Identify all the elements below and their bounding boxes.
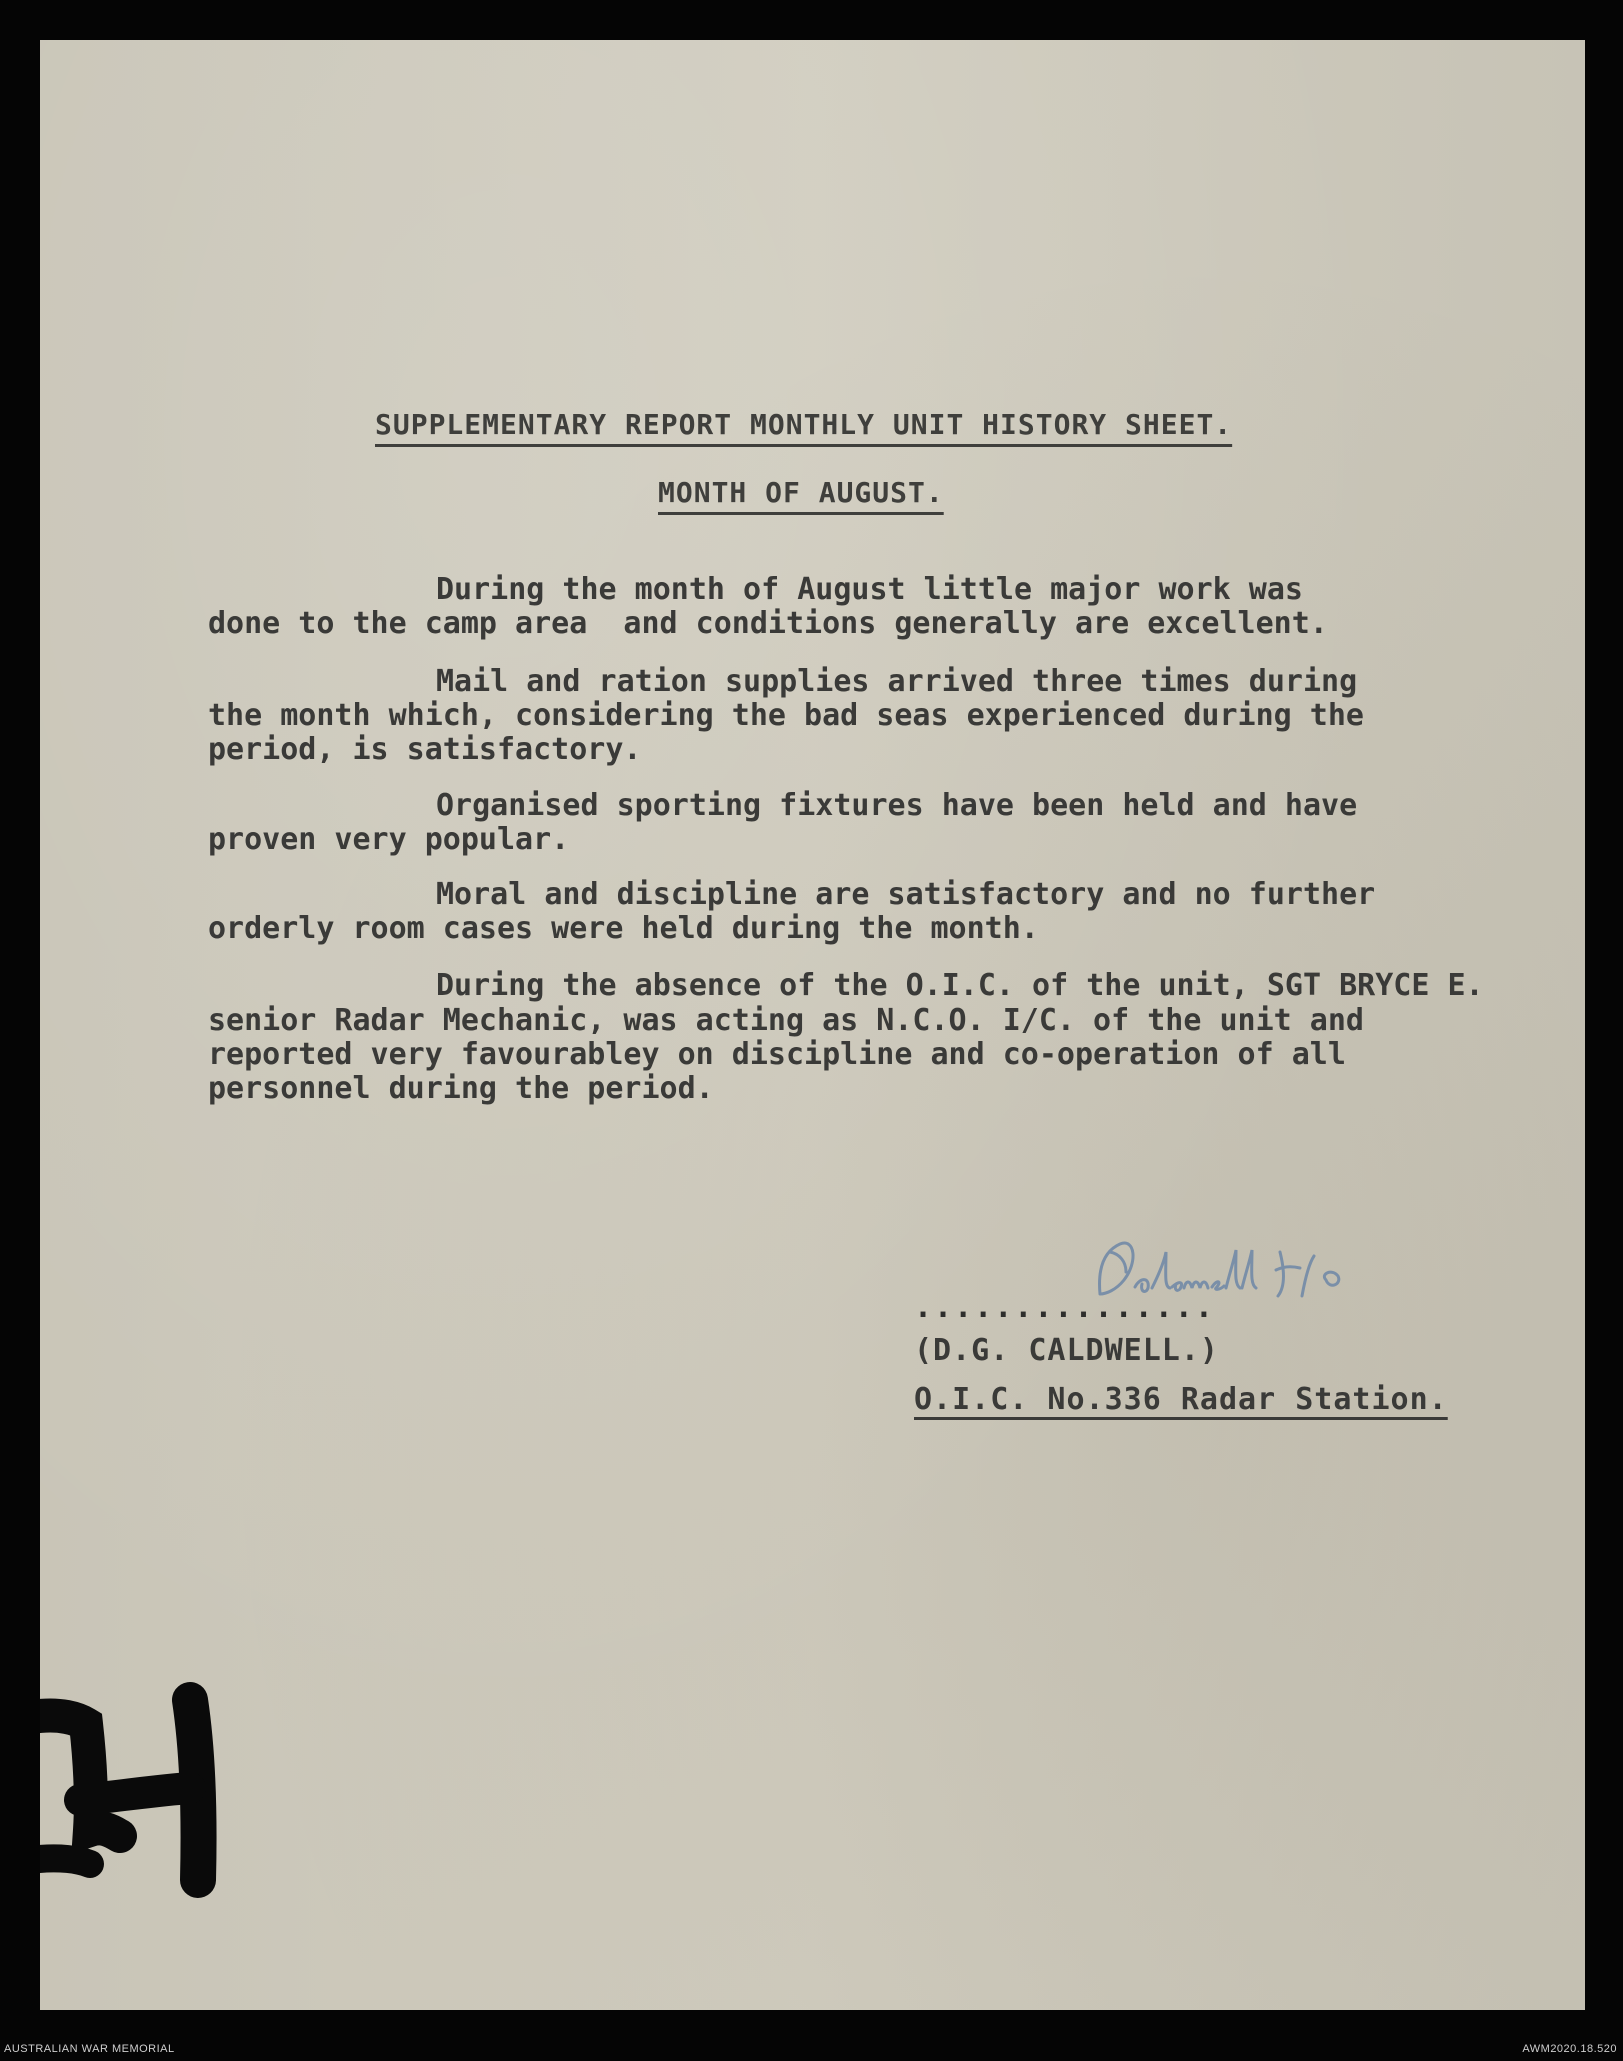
paragraph-3-line-2: proven very popular. [208, 822, 570, 857]
signature-dotted-line: ............... [914, 1290, 1215, 1325]
paragraph-5-line-2: senior Radar Mechanic, was acting as N.C.O. I/C. of the unit and [208, 1003, 1364, 1038]
paragraph-2-line-3: period, is satisfactory. [208, 732, 642, 767]
footer-archive-name: AUSTRALIAN WAR MEMORIAL [4, 2043, 175, 2055]
signatory-title: O.I.C. No.336 Radar Station. [914, 1382, 1448, 1417]
paragraph-5-line-3: reported very favourabley on discipline and co-operation of all [208, 1037, 1346, 1072]
paragraph-5-line-1: During the absence of the O.I.C. of the unit, SGT BRYCE E. [436, 968, 1484, 1003]
marker-h-stamp [40, 1680, 220, 1910]
paragraph-3-line-1: Organised sporting fixtures have been held and have [436, 788, 1358, 823]
document-title: SUPPLEMENTARY REPORT MONTHLY UNIT HISTORY SHEET. [375, 408, 1233, 441]
paragraph-4-line-2: orderly room cases were held during the month. [208, 911, 1039, 946]
paragraph-1-line-1: During the month of August little major work was [436, 572, 1303, 607]
signatory-name: (D.G. CALDWELL.) [914, 1333, 1219, 1368]
paragraph-1-line-2: done to the camp area and conditions generally are excellent. [208, 606, 1328, 641]
paragraph-2-line-2: the month which, considering the bad seas experienced during the [208, 698, 1364, 733]
footer-accession-number: AWM2020.18.520 [1522, 2043, 1617, 2055]
document-subtitle: MONTH OF AUGUST. [658, 476, 944, 509]
paragraph-4-line-1: Moral and discipline are satisfactory and no further [436, 877, 1376, 912]
paragraph-2-line-1: Mail and ration supplies arrived three times during [436, 664, 1358, 699]
paragraph-5-line-4: personnel during the period. [208, 1071, 714, 1106]
